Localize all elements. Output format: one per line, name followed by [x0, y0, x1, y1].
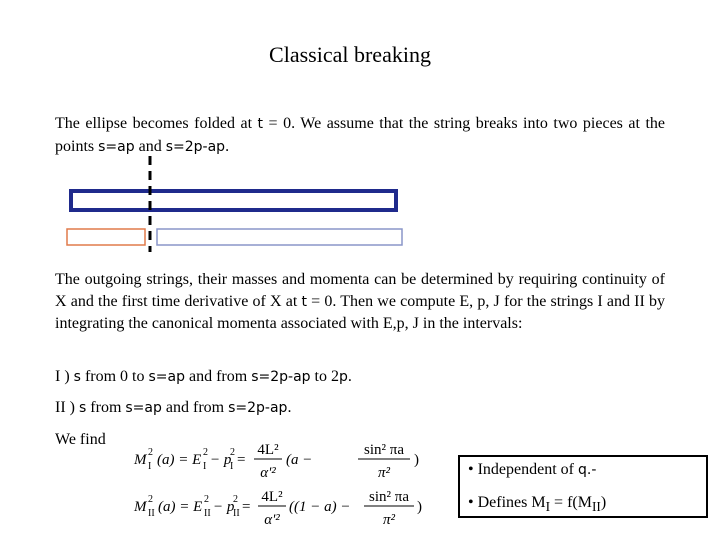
break-point-2: s=2p-ap [165, 138, 226, 155]
slide-title: Classical breaking [269, 42, 431, 67]
note-text: • Defines M [468, 494, 546, 511]
sigma-symbol: s [73, 369, 81, 385]
interval-end: . [347, 368, 352, 385]
interval-label: I ) [55, 368, 74, 385]
formula-close: ) [417, 499, 422, 515]
intro-text-a: The ellipse becomes folded at [55, 115, 258, 132]
formula-e-sup: 2 [203, 447, 208, 458]
formula-e-sub: I [203, 461, 207, 472]
tau-symbol: t [301, 293, 307, 310]
formula-lhs-sup: 2 [148, 494, 153, 505]
piece-two-bar [157, 229, 402, 245]
frac2-den: π² [377, 465, 391, 481]
note-text: • Independent of [468, 461, 579, 478]
formula-minus-p: − p [210, 452, 232, 468]
frac2-num: sin² πa [364, 442, 404, 458]
break-point-1: s=ap [98, 138, 135, 155]
we-find-label: We find [55, 431, 106, 448]
formula-lhs: M [134, 499, 147, 515]
formula-e-sup: 2 [204, 494, 209, 505]
interval-text: from [86, 399, 126, 416]
note-sub-one: I [545, 499, 551, 515]
note-text: ) [600, 494, 607, 511]
formula-p-sup: 2 [233, 494, 238, 505]
mass-formula-two [132, 485, 432, 535]
formula-arg: (a) = E [158, 499, 203, 515]
piece-one-bar [67, 229, 145, 245]
formula-p-sup: 2 [230, 447, 235, 458]
note-defines [468, 494, 606, 515]
interval-text: and from [161, 399, 229, 416]
mass-formula-one [132, 435, 432, 485]
sigma-symbol: s [78, 400, 87, 416]
formula-p-sub: I [230, 461, 234, 472]
intro-text-d: . [225, 137, 230, 155]
formula-lhs-sub: I [148, 461, 152, 472]
interval-two [55, 399, 291, 417]
note-independent [468, 461, 596, 479]
formula-minus-p: − p [213, 499, 235, 515]
string-breaking-diagram [60, 156, 410, 252]
body-text-a: The outgoing strings, their masses and momenta can be determined by requiring continuity of X and the first time derivative of X at [55, 271, 665, 310]
formula-eq: = [237, 452, 246, 468]
break-point-2: s=2p-ap [228, 400, 288, 416]
formula-lhs: M [134, 452, 147, 468]
break-point-2: s=2p-ap [251, 369, 311, 385]
formula-paren: ((1 − a) − [289, 499, 351, 515]
interval-one [55, 368, 352, 386]
intro-text-c: and [134, 137, 166, 155]
pi-symbol: p [339, 369, 348, 385]
frac2-den: π² [382, 512, 396, 528]
folded-string-bar [71, 191, 396, 210]
formula-lhs-sub: II [148, 508, 155, 519]
frac1-den: α'² [264, 512, 280, 528]
frac1-num: 4L² [257, 442, 279, 458]
formula-arg: (a) = E [157, 452, 202, 468]
note-text: = f(M [550, 494, 592, 511]
formula-p-sub: II [233, 508, 240, 519]
formula-e-sub: II [204, 508, 211, 519]
interval-text: from 0 to [80, 368, 149, 385]
intro-text-b: = 0. We assume that the string breaks into two pieces at the points [55, 115, 665, 155]
interval-end: . [287, 399, 292, 416]
interval-text: and from [185, 368, 252, 385]
formula-eq: = [242, 499, 251, 515]
formula-paren: (a − [286, 452, 313, 468]
frac1-den: α'² [260, 465, 276, 481]
tau-symbol: t [257, 116, 264, 132]
frac1-num: 4L² [261, 489, 283, 505]
intro-paragraph [55, 113, 665, 158]
interval-text: to 2 [310, 368, 339, 385]
symbol-glyph: q.- [578, 462, 597, 478]
body-paragraph [55, 269, 665, 335]
interval-label: II ) [55, 399, 79, 416]
break-point-1: s=ap [125, 400, 162, 416]
notes-box [458, 455, 708, 518]
break-point-1: s=ap [148, 369, 185, 385]
formula-lhs-sup: 2 [148, 447, 153, 458]
body-text-b: = 0. Then we compute E, p, J for the strings I and II by integrating the canonical momenta associated with E,p, J in the intervals: [55, 292, 665, 332]
formula-close: ) [414, 452, 419, 468]
frac2-num: sin² πa [369, 489, 409, 505]
note-sub-two: II [591, 499, 601, 515]
